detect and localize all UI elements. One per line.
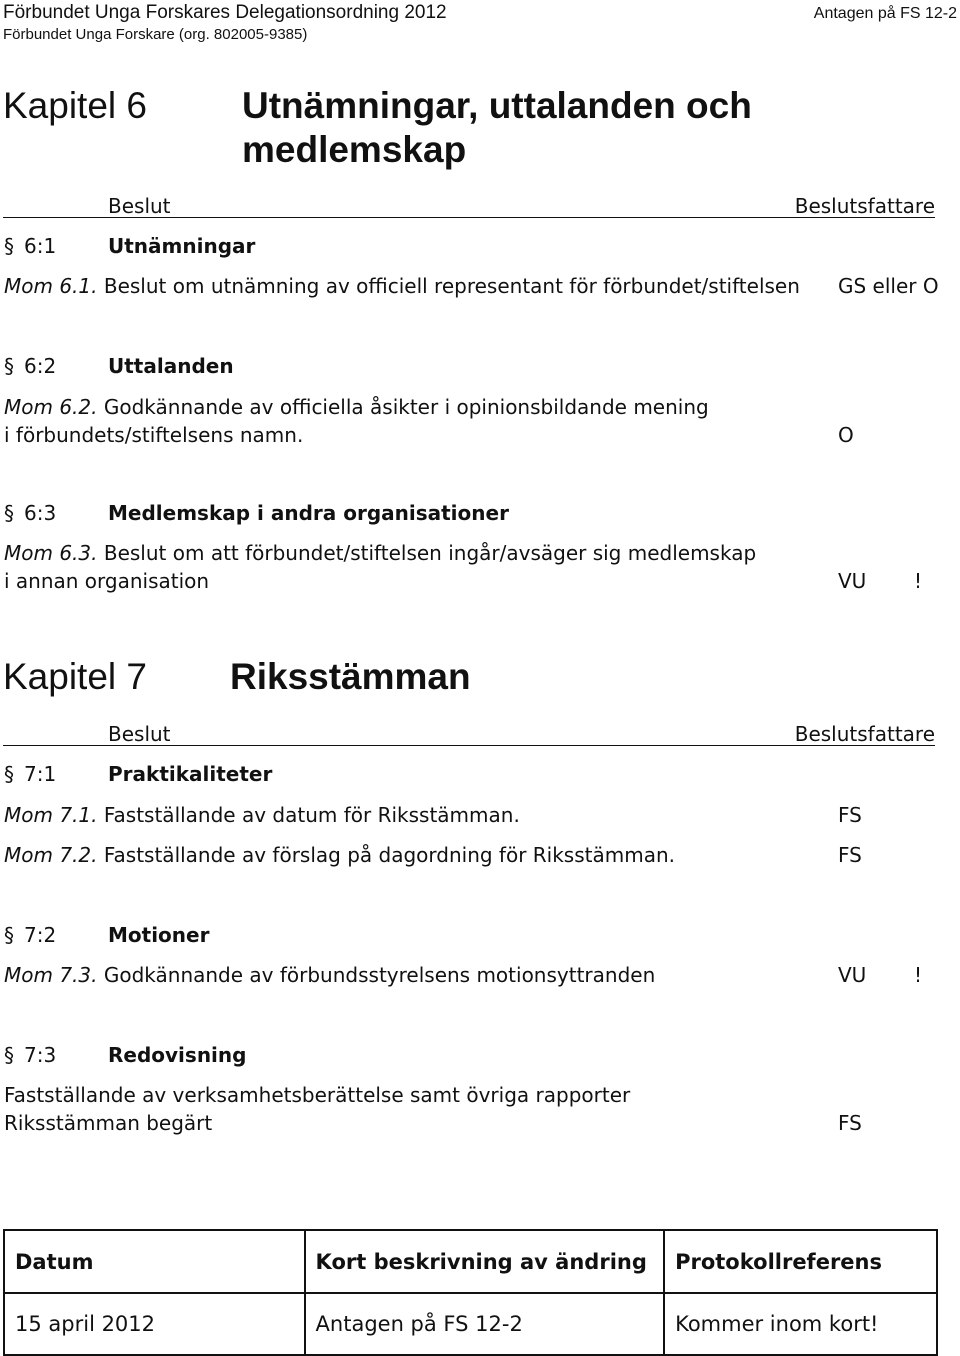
header-rule bbox=[3, 745, 935, 746]
list-item bbox=[4, 541, 756, 565]
item-text-continued: i förbundets/stiftelsens namn. bbox=[4, 423, 304, 447]
section-heading bbox=[4, 762, 604, 786]
section-title: Medlemskap i andra organisationer bbox=[108, 501, 509, 525]
item-text-continued: Riksstämman begärt bbox=[4, 1111, 213, 1135]
section-title: Praktikaliteter bbox=[108, 762, 273, 786]
section-heading bbox=[4, 501, 604, 525]
table-header-row bbox=[4, 1230, 937, 1293]
section-symbol: § bbox=[4, 1043, 14, 1067]
column-header-date: Datum bbox=[4, 1230, 305, 1293]
mom-number: Mom 7.3. bbox=[4, 963, 98, 987]
section-symbol: § bbox=[4, 234, 14, 258]
section-heading bbox=[4, 923, 604, 947]
mom-number: Mom 7.1. bbox=[4, 803, 98, 827]
decision-maker: GS eller O bbox=[838, 274, 939, 298]
section-number: 7:2 bbox=[24, 923, 57, 947]
list-item bbox=[4, 963, 655, 987]
table-cell-description: Antagen på FS 12-2 bbox=[305, 1293, 665, 1355]
chapter-title-line1: Riksstämman bbox=[230, 656, 471, 697]
list-item bbox=[4, 274, 800, 298]
column-header-description: Kort beskrivning av ändring bbox=[305, 1230, 665, 1293]
column-header-decision: Beslut bbox=[108, 194, 171, 218]
decision-maker: O bbox=[838, 423, 854, 447]
section-heading bbox=[4, 1043, 604, 1067]
list-item bbox=[4, 843, 675, 867]
section-number: 6:1 bbox=[24, 234, 57, 258]
header-rule bbox=[3, 217, 935, 218]
section-title: Motioner bbox=[108, 923, 210, 947]
chapter-label: Kapitel 7 bbox=[3, 656, 147, 697]
section-symbol: § bbox=[4, 762, 14, 786]
chapter-title-line1: Utnämningar, uttalanden och bbox=[242, 85, 752, 126]
section-heading bbox=[4, 234, 604, 258]
item-text: Godkännande av officiella åsikter i opinionsbildande mening bbox=[103, 395, 709, 419]
mom-number: Mom 6.1. bbox=[4, 274, 98, 298]
column-header-decision: Beslut bbox=[108, 722, 171, 746]
item-text: Beslut om att förbundet/stiftelsen ingår/avsäger sig medlemskap bbox=[103, 541, 757, 565]
change-log-table bbox=[3, 1229, 938, 1356]
list-item bbox=[4, 395, 709, 419]
section-title: Redovisning bbox=[108, 1043, 247, 1067]
section-number: 7:3 bbox=[24, 1043, 57, 1067]
decision-maker: FS bbox=[838, 803, 862, 827]
adoption-note: Antagen på FS 12-2 bbox=[813, 5, 957, 22]
decision-maker: FS bbox=[838, 843, 862, 867]
decision-maker: VU bbox=[838, 963, 867, 987]
section-symbol: § bbox=[4, 354, 14, 378]
column-header-decision-maker: Beslutsfattare bbox=[794, 194, 935, 218]
document-title: Förbundet Unga Forskares Delegationsordning 2012 bbox=[3, 2, 447, 23]
item-text-continued: i annan organisation bbox=[4, 569, 210, 593]
item-text: Fastställande av datum för Riksstämman. bbox=[103, 803, 520, 827]
mom-number: Mom 7.2. bbox=[4, 843, 98, 867]
section-heading bbox=[4, 354, 604, 378]
column-header-protocol-reference: Protokollreferens bbox=[664, 1230, 937, 1293]
section-number: 6:2 bbox=[24, 354, 57, 378]
chapter-label: Kapitel 6 bbox=[3, 85, 147, 126]
decision-maker: FS bbox=[838, 1111, 862, 1135]
section-number: 6:3 bbox=[24, 501, 57, 525]
item-text: Beslut om utnämning av officiell representant för förbundet/stiftelsen bbox=[103, 274, 800, 298]
item-text: Fastställande av förslag på dagordning för Riksstämman. bbox=[103, 843, 676, 867]
chapter-title-line2: medlemskap bbox=[242, 129, 467, 170]
section-symbol: § bbox=[4, 923, 14, 947]
item-text: Godkännande av förbundsstyrelsens motionsyttranden bbox=[103, 963, 656, 987]
attention-mark: ! bbox=[914, 569, 923, 593]
table-row bbox=[4, 1293, 937, 1355]
section-title: Uttalanden bbox=[108, 354, 234, 378]
section-number: 7:1 bbox=[24, 762, 57, 786]
list-item bbox=[4, 803, 520, 827]
column-header-decision-maker: Beslutsfattare bbox=[794, 722, 935, 746]
mom-number: Mom 6.3. bbox=[4, 541, 98, 565]
section-title: Utnämningar bbox=[108, 234, 256, 258]
mom-number: Mom 6.2. bbox=[4, 395, 98, 419]
item-text: Fastställande av verksamhetsberättelse samt övriga rapporter bbox=[4, 1083, 631, 1107]
table-cell-date: 15 april 2012 bbox=[4, 1293, 305, 1355]
table-cell-protocol-reference: Kommer inom kort! bbox=[664, 1293, 937, 1355]
decision-maker: VU bbox=[838, 569, 867, 593]
attention-mark: ! bbox=[914, 963, 923, 987]
organization-line: Förbundet Unga Forskare (org. 802005-9385) bbox=[3, 26, 308, 43]
section-symbol: § bbox=[4, 501, 14, 525]
